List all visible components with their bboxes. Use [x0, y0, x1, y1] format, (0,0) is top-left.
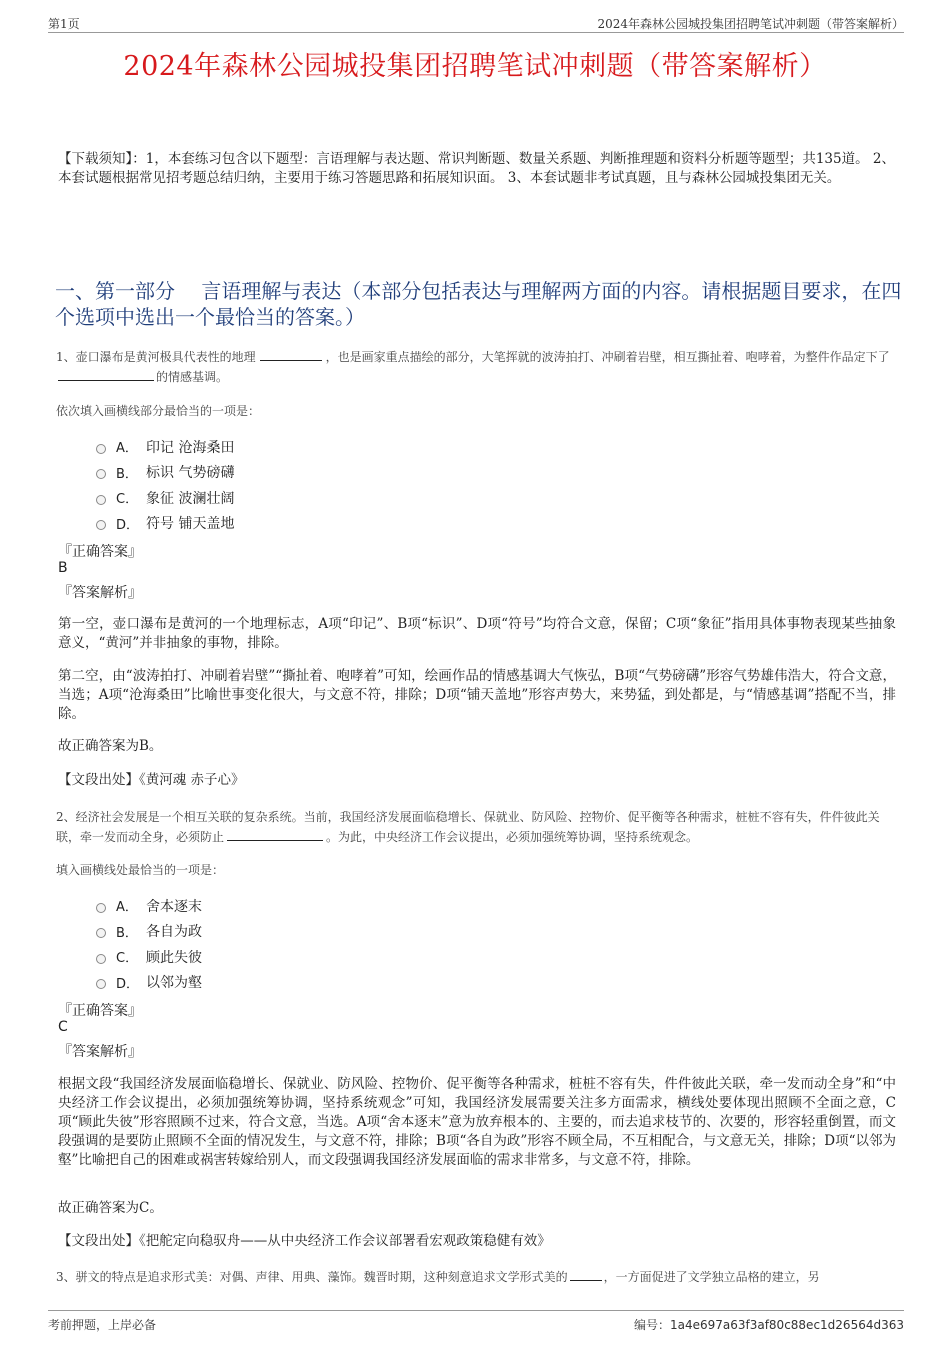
analysis-label: 『答案解析』	[58, 1044, 142, 1060]
fill-blank	[570, 1268, 602, 1281]
radio-button[interactable]	[96, 954, 106, 964]
question-1-stem: 1、壶口瀑布是黄河极具代表性的地理 ，也是画家重点描绘的部分，大笔挥就的波涛拍打、冲刷着岩壁，相互撕扯着、咆哮着，为整件作品定下了的情感基调。	[56, 350, 890, 384]
section-title: 一、第一部分 言语理解与表达（本部分包括表达与理解两方面的内容。请根据题目要求，在四个选项中选出一个最恰当的答案。）	[55, 279, 902, 329]
question-1-options	[96, 434, 234, 536]
analysis-paragraph: 第一空，壶口瀑布是黄河的一个地理标志，A项“印记”、B项“标识”、D项“符号”均符合文意，保留；C项“象征”指用具体事物表现某些抽象意义，“黄河”并非抽象的事物，排除。	[58, 616, 896, 651]
correct-answer-value: B	[58, 560, 68, 576]
correct-answer-label: 『正确答案』	[58, 544, 142, 560]
analysis-paragraph: 根据文段“我国经济发展面临稳增长、保就业、防风险、控物价、促平衡等各种需求，桩桩不容有失，件件彼此关联，牵一发而动全身”和“中央经济工作会议提出，必须加强统筹协调，坚持系统观念”可知，我国经济发展需要关注多方面需求，横线处要体现出照顾不全面之意，C项“顾此失彼”形容照顾不过来，符合文意，当选。A项“舍本逐末”意为放弃根本的、主要的，而去追求枝节的、次要的，形容轻重倒置，而文段强调的是要防止照顾不全面的情况发生，与文意不符，排除；B项“各自为政”形容不顾全局，不互相配合，与文意无关，排除；D项“以邻为壑”比喻把自己的困难或祸害转嫁给别人，而文段强调我国经济发展面临的需求非常多，与文意不符，排除。	[58, 1076, 896, 1168]
radio-button[interactable]	[96, 979, 106, 989]
fill-blank	[58, 368, 154, 381]
page-header	[48, 14, 904, 33]
question-1-prompt: 依次填入画横线部分最恰当的一项是：	[56, 404, 261, 418]
option-b[interactable]: B． 标识 气势磅礴	[96, 460, 234, 486]
radio-button[interactable]	[96, 469, 106, 479]
source-citation: 【文段出处】《把舵定向稳驭舟——从中央经济工作会议部署看宏观政策稳健有效》	[58, 1233, 551, 1249]
source-citation: 【文段出处】《黄河魂 赤子心》	[58, 772, 245, 788]
fill-blank	[227, 828, 323, 841]
radio-button[interactable]	[96, 520, 106, 530]
page-footer	[48, 1310, 904, 1335]
header-doc-title: 2024年森林公园城投集团招聘笔试冲刺题（带答案解析）	[597, 17, 904, 31]
correct-answer-label: 『正确答案』	[58, 1003, 142, 1019]
option-b[interactable]: B． 各自为政	[96, 919, 202, 945]
footer-slogan: 考前押题，上岸必备	[48, 1318, 157, 1332]
option-d[interactable]: D． 符号 铺天盖地	[96, 511, 234, 537]
page-title: 2024年森林公园城投集团招聘笔试冲刺题（带答案解析）	[123, 51, 827, 82]
page-number: 第1页	[48, 17, 80, 31]
question-2-stem: 2、经济社会发展是一个相互关联的复杂系统。当前，我国经济发展面临稳增长、保就业、防风险、控物价、促平衡等各种需求，桩桩不容有失，件件彼此关联，牵一发而动全身，必须防止 。为此，中央经济工作会议提出，必须加强统筹协调，坚持系统观念。	[56, 810, 880, 844]
analysis-paragraph: 第二空，由“波涛拍打、冲刷着岩壁”“撕扯着、咆哮着”可知，绘画作品的情感基调大气恢弘，B项“气势磅礴”形容气势雄伟浩大，符合文意，当选；A项“沧海桑田”比喻世事变化很大，与文意不符，排除；D项“铺天盖地”形容声势大，来势猛，到处都是，与“情感基调”搭配不当，排除。	[58, 668, 896, 722]
fill-blank	[260, 348, 322, 361]
option-c[interactable]: C． 顾此失彼	[96, 944, 202, 970]
question-3-stem: 3、骈文的特点是追求形式美：对偶、声律、用典、藻饰。魏晋时期，这种刻意追求文学形式美的 ，一方面促进了文学独立品格的建立，另	[56, 1270, 820, 1284]
analysis-conclusion: 故正确答案为B。	[58, 738, 163, 754]
footer-code: 编号：1a4e697a63f3af80c88ec1d26564d363	[633, 1318, 904, 1332]
option-a[interactable]: A． 印记 沧海桑田	[96, 434, 234, 460]
download-notice: 【下载须知】：1，本套练习包含以下题型：言语理解与表达题、常识判断题、数量关系题、判断推理题和资料分析题等题型；共135道。 2、本套试题根据常见招考题总结归纳，主要用于练习答题思路和拓展知识面。 3、本套试题非考试真题，且与森林公园城投集团无关。	[58, 151, 895, 186]
question-2-prompt: 填入画横线处最恰当的一项是：	[56, 863, 225, 877]
analysis-conclusion: 故正确答案为C。	[58, 1200, 163, 1216]
radio-button[interactable]	[96, 903, 106, 913]
option-d[interactable]: D． 以邻为壑	[96, 970, 202, 996]
radio-button[interactable]	[96, 444, 106, 454]
analysis-label: 『答案解析』	[58, 585, 142, 601]
question-2-options	[96, 893, 202, 995]
option-c[interactable]: C． 象征 波澜壮阔	[96, 485, 234, 511]
radio-button[interactable]	[96, 495, 106, 505]
option-a[interactable]: A． 舍本逐末	[96, 893, 202, 919]
correct-answer-value: C	[58, 1019, 68, 1035]
radio-button[interactable]	[96, 928, 106, 938]
